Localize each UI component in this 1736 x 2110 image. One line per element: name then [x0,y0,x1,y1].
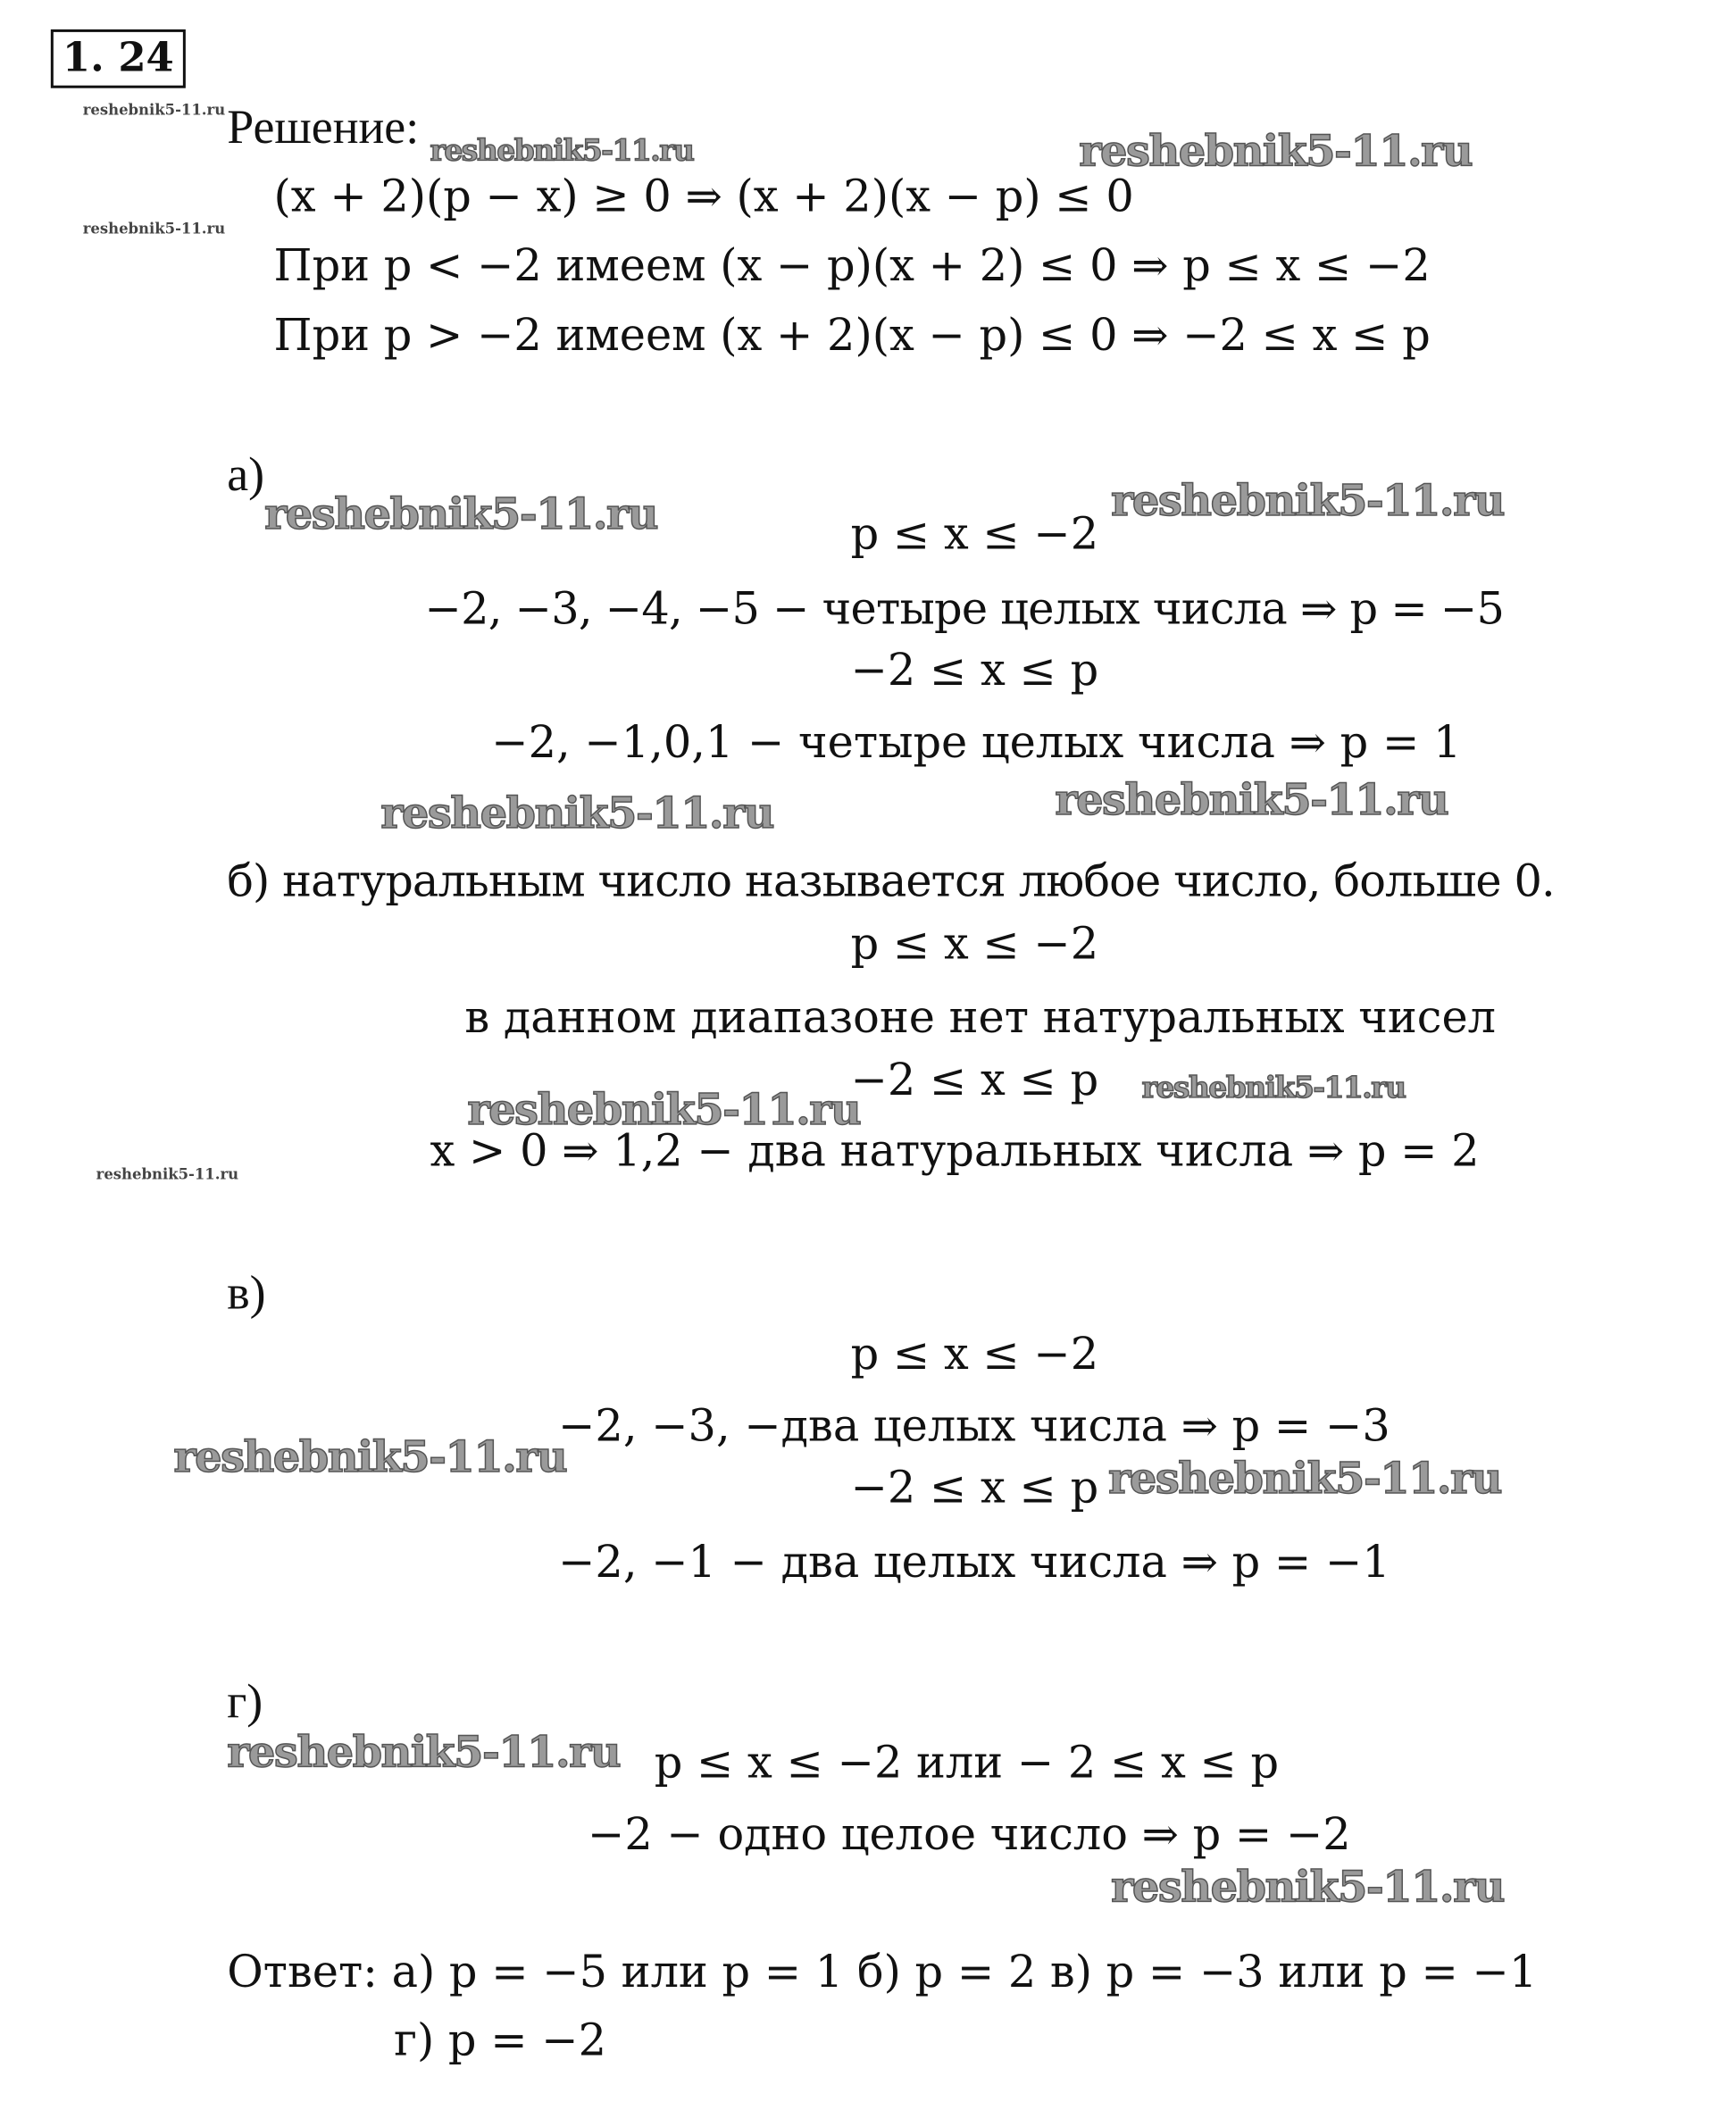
answer-line: Ответ: а) p = −5 или p = 1 б) p = 2 в) p = −3 или p = −1 [227,1945,1538,1998]
part-g-line: −2 − одно целое число ⇒ p = −2 [587,1807,1351,1861]
problem-number: 1. 24 [51,29,186,88]
watermark: reshebnik5-11.ru [1079,125,1473,177]
part-b-line: −2 ≤ x ≤ p [850,1053,1099,1106]
part-b-line: x > 0 ⇒ 1,2 − два натуральных числа ⇒ p = 2 [430,1124,1480,1177]
part-v-label: в) [227,1265,266,1320]
part-v-line: −2, −1 − два целых числа ⇒ p = −1 [558,1535,1390,1589]
part-v-line: −2, −3, −два целых числа ⇒ p = −3 [558,1399,1390,1452]
part-v-line: p ≤ x ≤ −2 [850,1327,1099,1380]
watermark: reshebnik5-11.ru [467,1084,861,1136]
watermark: reshebnik5-11.ru [1055,774,1448,826]
watermark: reshebnik5-11.ru [430,133,694,169]
watermark: reshebnik5-11.ru [1111,475,1505,527]
watermark: reshebnik5-11.ru [227,1726,621,1778]
solution-label: Решение: [227,100,420,154]
part-a-line: −2 ≤ x ≤ p [850,643,1099,696]
watermark: reshebnik5-11.ru [1141,1071,1406,1106]
watermark: reshebnik5-11.ru [96,1165,239,1183]
watermark: reshebnik5-11.ru [380,788,774,839]
part-a-label: а) [227,446,265,501]
answer-line: г) p = −2 [394,2014,607,2066]
part-b-label: б) натуральным число называется любое число, больше 0. [227,855,1555,907]
part-g-label: г) [227,1674,263,1729]
intro-line: При p > −2 имеем (x + 2)(x − p) ≤ 0 ⇒ −2 ≤ x ≤ p [273,308,1431,361]
part-a-line: −2, −1,0,1 − четыре целых числа ⇒ p = 1 [491,715,1462,768]
intro-line: (x + 2)(p − x) ≥ 0 ⇒ (x + 2)(x − p) ≤ 0 [273,169,1134,222]
intro-line: При p < −2 имеем (x − p)(x + 2) ≤ 0 ⇒ p ≤ x ≤ −2 [273,238,1431,291]
part-b-line: в данном диапазоне нет натуральных чисел [464,990,1497,1043]
watermark: reshebnik5-11.ru [1108,1452,1502,1504]
watermark: reshebnik5-11.ru [1111,1861,1505,1913]
part-a-line: p ≤ x ≤ −2 [850,507,1099,560]
part-a-line: −2, −3, −4, −5 − четыре целых числа ⇒ p = −5 [424,581,1505,635]
part-v-line: −2 ≤ x ≤ p [850,1460,1099,1514]
part-b-line: p ≤ x ≤ −2 [850,917,1099,970]
part-g-line: p ≤ x ≤ −2 или − 2 ≤ x ≤ p [654,1736,1280,1789]
watermark: reshebnik5-11.ru [173,1431,567,1482]
watermark: reshebnik5-11.ru [264,488,657,540]
watermark: reshebnik5-11.ru [82,101,226,120]
watermark: reshebnik5-11.ru [82,220,226,238]
